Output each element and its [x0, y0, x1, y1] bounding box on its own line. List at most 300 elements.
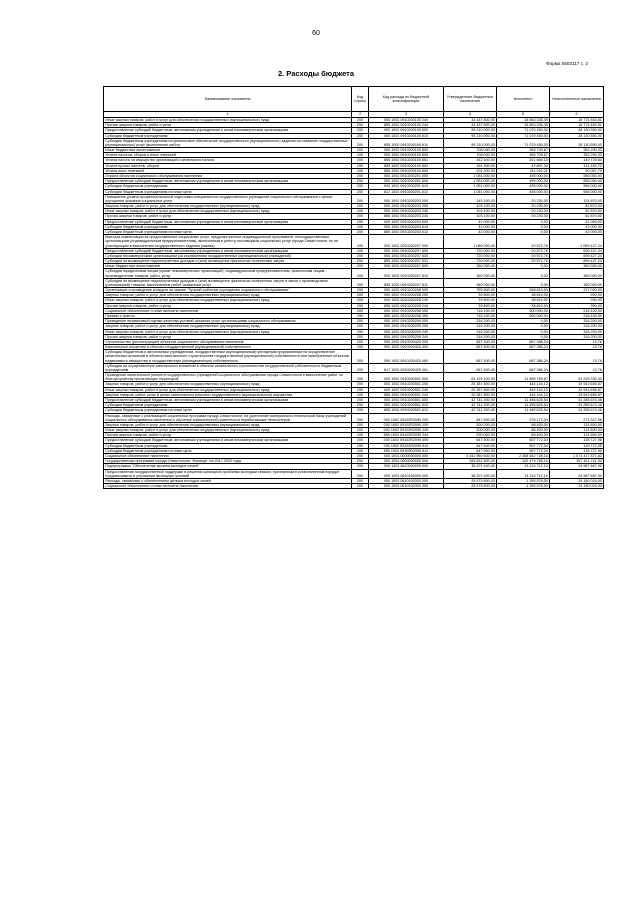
- unexecuted-amount-cell: 82 870,00: [550, 204, 604, 209]
- unexecuted-amount-cell: 360 000,00: [550, 264, 604, 269]
- column-number: 2: [352, 112, 369, 118]
- line-code-cell: 200: [352, 248, 369, 253]
- line-code-cell: 200: [352, 339, 369, 344]
- indicator-name-cell: Капитальные вложения в объекты государственной (муниципальной) собственности: [104, 345, 352, 350]
- approved-amount-cell: 145 100,00: [444, 194, 497, 203]
- indicator-name-cell: Субсидии бюджетным учреждениям на иные цели: [104, 189, 352, 194]
- line-code-cell: 200: [352, 324, 369, 329]
- classification-code-cell: 000 1002 0910200203 600: [369, 219, 444, 224]
- classification-code-cell: 000 1002 0910200207 630: [369, 253, 444, 258]
- indicator-name-cell: Прочая закупка товаров, работ и услуг: [104, 123, 352, 128]
- header-row: [104, 87, 604, 112]
- column-number: 3: [369, 112, 444, 118]
- executed-amount-cell: 495 000,00: [497, 189, 550, 194]
- executed-amount-cell: 667 386,24: [497, 339, 550, 344]
- executed-amount-cell: 355 709,67: [497, 148, 550, 153]
- line-code-cell: 200: [352, 133, 369, 138]
- indicator-name-cell: Предоставление субсидий бюджетным, автономным учреждениям и иным некоммерческим организациям: [104, 248, 352, 253]
- classification-code-cell: 855 1002 0910200208 244: [369, 303, 444, 308]
- unexecuted-amount-cell: 131 600,00: [550, 433, 604, 438]
- line-code-cell: 200: [352, 373, 369, 382]
- unexecuted-amount-cell: 139 727,96: [550, 448, 604, 453]
- approved-amount-cell: 42 000,00: [444, 224, 497, 229]
- executed-amount-cell: 20 230,00: [497, 209, 550, 214]
- classification-code-cell: 855 1002 0910200207 631: [369, 259, 444, 264]
- unexecuted-amount-cell: 990,00: [550, 303, 604, 308]
- executed-amount-cell: 11 899 769,67: [497, 373, 550, 382]
- table-row: [104, 235, 604, 248]
- column-number: 5: [497, 112, 550, 118]
- approved-amount-cell: 647 500,00: [444, 438, 497, 443]
- approved-amount-cell: 847 500,00: [444, 413, 497, 422]
- indicator-name-cell: Уплата прочих налогов, сборов: [104, 163, 352, 168]
- indicator-name-cell: Субсидии на возмещение недополученных доходов и (или) возмещение фактически понесенных затрат в связи с производством (реализацией) товаров, выполнением работ, оказанием услуг: [104, 278, 352, 287]
- unexecuted-amount-cell: 31 285 674,46: [550, 397, 604, 402]
- classification-code-cell: 000 1002 09102R2090 240: [369, 428, 444, 433]
- unexecuted-amount-cell: 24 987 687,90: [550, 469, 604, 478]
- unexecuted-amount-cell: 18 774 463,51: [550, 118, 604, 123]
- executed-amount-cell: 42 807,30: [497, 163, 550, 168]
- executed-amount-cell: 0,00: [497, 224, 550, 229]
- classification-code-cell: 000 1002 0910200501 600: [369, 397, 444, 402]
- indicator-name-cell: Прочая закупка товаров, работ и услуг: [104, 214, 352, 219]
- unexecuted-amount-cell: 1 059 427,24: [550, 235, 604, 248]
- executed-amount-cell: 538 810,00: [497, 288, 550, 293]
- unexecuted-amount-cell: 131 600,00: [550, 428, 604, 433]
- indicator-name-cell: Иные закупки товаров, работ и услуг для обеспечения государственных (муниципальных) нужд: [104, 209, 352, 214]
- approved-amount-cell: 99 210 000,00: [444, 133, 497, 138]
- table-row: [104, 138, 604, 147]
- executed-amount-cell: 71 079 450,00: [497, 128, 550, 133]
- approved-amount-cell: 20 387 800,00: [444, 392, 497, 397]
- executed-amount-cell: 500 000,00: [497, 313, 550, 318]
- approved-amount-cell: 25 575 600,00: [444, 484, 497, 489]
- approved-amount-cell: 647 500,00: [444, 448, 497, 453]
- approved-amount-cell: 1 051 000,00: [444, 184, 497, 189]
- executed-amount-cell: 0,00: [497, 269, 550, 278]
- indicator-name-cell: Уплата налогов, сборов и иных платежей: [104, 153, 352, 158]
- executed-amount-cell: 500 000,00: [497, 308, 550, 313]
- indicator-name-cell: Государственная программа города Севастополя "Жилище" на 2017-2022 годы: [104, 459, 352, 464]
- approved-amount-cell: 39 800,00: [444, 298, 497, 303]
- unexecuted-amount-cell: 13,76: [550, 363, 604, 372]
- indicator-name-cell: Субсидии бюджетным и автономным учреждениям, государственным (муниципальным) унитарным предприятиям на осуществление капитальных вложений в объекты капитального строительства государственной (муниципальной) собственности или приобретение объектов недвижимого имущества в государственную (муниципальную) собственность: [104, 350, 352, 363]
- classification-code-cell: 000 1002 09102R2090 610: [369, 443, 444, 448]
- unexecuted-amount-cell: 216 100,00: [550, 308, 604, 313]
- line-code-cell: 200: [352, 264, 369, 269]
- executed-amount-cell: 201 660,16: [497, 158, 550, 163]
- executed-amount-cell: 15 663 336,49: [497, 118, 550, 123]
- approved-amount-cell: 316 200,00: [444, 324, 497, 329]
- unexecuted-amount-cell: 352 290,33: [550, 148, 604, 153]
- executed-amount-cell: 0,00: [497, 278, 550, 287]
- classification-code-cell: 817 1002 0910200201 612: [369, 189, 444, 194]
- executed-amount-cell: 495 000,00: [497, 184, 550, 189]
- unexecuted-amount-cell: 42 000,00: [550, 230, 604, 235]
- line-code-cell: 200: [352, 253, 369, 258]
- line-code-cell: 200: [352, 158, 369, 163]
- unexecuted-amount-cell: 556 000,00: [550, 174, 604, 179]
- approved-amount-cell: 316 200,00: [444, 319, 497, 324]
- approved-amount-cell: 38 207 400,00: [444, 464, 497, 469]
- executed-amount-cell: 2 368 542 728,18: [497, 453, 550, 458]
- approved-amount-cell: 316 200,00: [444, 334, 497, 339]
- executed-amount-cell: 71 079 450,00: [497, 133, 550, 138]
- unexecuted-amount-cell: 42 000,00: [550, 224, 604, 229]
- indicator-name-cell: Подпрограмма "Обеспечение жильем молодых семей": [104, 464, 352, 469]
- line-code-cell: 200: [352, 329, 369, 334]
- line-code-cell: 200: [352, 298, 369, 303]
- unexecuted-amount-cell: 28 130 550,00: [550, 133, 604, 138]
- unexecuted-amount-cell: 167 151 741,90: [550, 459, 604, 464]
- line-code-cell: 200: [352, 363, 369, 372]
- classification-code-cell: 000 1002 0910200420 400: [369, 345, 444, 350]
- executed-amount-cell: 0,00: [497, 319, 550, 324]
- approved-amount-cell: 1 051 000,00: [444, 189, 497, 194]
- indicator-name-cell: Иные бюджетные ассигнования: [104, 148, 352, 153]
- column-number: 6: [550, 112, 604, 118]
- approved-amount-cell: 200 000,00: [444, 428, 497, 433]
- indicator-name-cell: Проведение капитального ремонта государственных учреждений социального обслуживания города Севастополя и выполнение работ по благоустройству прилегающих территорий: [104, 373, 352, 382]
- indicator-name-cell: Социальное обеспечение и иные выплаты населению: [104, 308, 352, 313]
- approved-amount-cell: 647 500,00: [444, 443, 497, 448]
- approved-amount-cell: 316 200,00: [444, 329, 497, 334]
- line-code-cell: 200: [352, 209, 369, 214]
- column-header-approved: Утвержденные бюджетные назначения: [444, 87, 497, 112]
- indicator-name-cell: Субсидии бюджетным учреждениям: [104, 133, 352, 138]
- unexecuted-amount-cell: 699 427,24: [550, 259, 604, 264]
- indicator-name-cell: Закупка товаров, работ и услуг для обеспечения государственных (муниципальных) нужд: [104, 293, 352, 298]
- unexecuted-amount-cell: 31 285 674,46: [550, 408, 604, 413]
- executed-amount-cell: 444 144,13: [497, 382, 550, 387]
- unexecuted-amount-cell: 316 200,00: [550, 334, 604, 339]
- classification-code-cell: 000 1002 0910200207 810: [369, 269, 444, 278]
- classification-code-cell: 000 1002 0910200203 610: [369, 224, 444, 229]
- indicator-name-cell: Иные закупки товаров, работ и услуг для обеспечения государственных (муниципальных) нужд: [104, 329, 352, 334]
- unexecuted-amount-cell: 24 987 687,90: [550, 464, 604, 469]
- indicator-name-cell: Иные закупки товаров, работ и услуг для обеспечения государственных (муниципальных) нужд: [104, 387, 352, 392]
- line-code-cell: 200: [352, 397, 369, 402]
- executed-amount-cell: 20 572,76: [497, 248, 550, 253]
- classification-code-cell: 000 1002 0910200203 240: [369, 209, 444, 214]
- table-row: [104, 269, 604, 278]
- line-code-cell: 200: [352, 288, 369, 293]
- executed-amount-cell: 38 810,00: [497, 293, 550, 298]
- unexecuted-amount-cell: 13,76: [550, 339, 604, 344]
- approved-amount-cell: 38 207 400,00: [444, 469, 497, 478]
- approved-amount-cell: 708 000,00: [444, 148, 497, 153]
- unexecuted-amount-cell: 1 073 417 871,82: [550, 453, 604, 458]
- indicator-name-cell: Расходы, связанные с реализацией социальных программ города Севастополя, на укрепление материально-технической базы учреждений социального обслуживания населения и обучение компьютерной грамотности неработающих пенсионеров: [104, 413, 352, 422]
- form-code: Форма 0503117 с. 2: [546, 61, 588, 66]
- unexecuted-amount-cell: 316 200,00: [550, 329, 604, 334]
- line-code-cell: 200: [352, 484, 369, 489]
- unexecuted-amount-cell: 24 180 024,00: [550, 478, 604, 483]
- executed-amount-cell: 576 172,04: [497, 413, 550, 422]
- line-code-cell: 200: [352, 235, 369, 248]
- unexecuted-amount-cell: 124 870,00: [550, 194, 604, 203]
- table-row: [104, 484, 604, 489]
- classification-code-cell: 855 1002 0910200208 350: [369, 313, 444, 318]
- line-code-cell: 200: [352, 184, 369, 189]
- approved-amount-cell: 34 437 800,00: [444, 118, 497, 123]
- indicator-name-cell: Прочая закупка товаров, работ и услуг: [104, 334, 352, 339]
- unexecuted-amount-cell: 19 943 655,87: [550, 382, 604, 387]
- approved-amount-cell: 269 631 500,00: [444, 459, 497, 464]
- approved-amount-cell: 164 300,00: [444, 163, 497, 168]
- approved-amount-cell: 103 100,00: [444, 209, 497, 214]
- indicator-name-cell: Закупка товаров, работ и услуг для обеспечения государственных (муниципальных) нужд: [104, 422, 352, 427]
- classification-code-cell: 855 1002 0910200100 611: [369, 138, 444, 147]
- indicator-name-cell: Уплата иных платежей: [104, 168, 352, 173]
- approved-amount-cell: 667 400,00: [444, 345, 497, 350]
- approved-amount-cell: 99 210 000,00: [444, 138, 497, 147]
- line-code-cell: 200: [352, 214, 369, 219]
- line-code-cell: 200: [352, 204, 369, 209]
- unexecuted-amount-cell: 316 200,00: [550, 324, 604, 329]
- line-code-cell: 200: [352, 128, 369, 133]
- approved-amount-cell: 42 741 300,00: [444, 397, 497, 402]
- classification-code-cell: 855 1002 0910200100 852: [369, 163, 444, 168]
- classification-code-cell: 000 1002 0910200501 610: [369, 403, 444, 408]
- approved-amount-cell: 3 441 960 600,00: [444, 453, 497, 458]
- column-header-executed: Исполнено: [497, 87, 550, 112]
- executed-amount-cell: 102 479 758,10: [497, 459, 550, 464]
- unexecuted-amount-cell: 28 130 550,00: [550, 138, 604, 147]
- executed-amount-cell: 667 386,24: [497, 363, 550, 372]
- classification-code-cell: 855 1002 0910200209 244: [369, 334, 444, 339]
- approved-amount-cell: 99 210 000,00: [444, 128, 497, 133]
- classification-code-cell: 000 1002 0910200209 000: [369, 319, 444, 324]
- executed-amount-cell: 20 572,76: [497, 259, 550, 264]
- approved-amount-cell: 20 387 800,00: [444, 387, 497, 392]
- unexecuted-amount-cell: 13,76: [550, 350, 604, 363]
- line-code-cell: 200: [352, 403, 369, 408]
- unexecuted-amount-cell: 699 427,24: [550, 253, 604, 258]
- executed-amount-cell: 507 772,04: [497, 448, 550, 453]
- line-code-cell: 200: [352, 382, 369, 387]
- classification-code-cell: 000 1002 0910200420 000: [369, 339, 444, 344]
- classification-code-cell: 000 1002 0910200201 000: [369, 174, 444, 179]
- classification-code-cell: 000 1002 0910200501 240: [369, 387, 444, 392]
- executed-amount-cell: 38 810,00: [497, 298, 550, 303]
- line-code-cell: 200: [352, 464, 369, 469]
- indicator-name-cell: Предоставление субсидий бюджетным, автономным учреждениям и иным некоммерческим организациям: [104, 128, 352, 133]
- executed-amount-cell: 11 455 625,54: [497, 408, 550, 413]
- classification-code-cell: 817 1002 0910200420 461: [369, 363, 444, 372]
- executed-amount-cell: 111 242,21: [497, 168, 550, 173]
- classification-code-cell: 000 1002 0910200203 000: [369, 194, 444, 203]
- line-code-cell: 200: [352, 219, 369, 224]
- line-code-cell: 200: [352, 313, 369, 318]
- unexecuted-amount-cell: 139 727,96: [550, 443, 604, 448]
- approved-amount-cell: 1 051 000,00: [444, 174, 497, 179]
- column-header-classification-code: Код расхода по бюджетной классификации: [369, 87, 444, 112]
- classification-code-cell: 000 1002 0910200207 000: [369, 235, 444, 248]
- approved-amount-cell: 708 000,00: [444, 153, 497, 158]
- executed-amount-cell: 15 663 336,49: [497, 123, 550, 128]
- classification-code-cell: 000 1002 0910200201 600: [369, 179, 444, 184]
- indicator-name-cell: Субсидии бюджетным учреждениям: [104, 403, 352, 408]
- classification-code-cell: 855 1002 0910200100 853: [369, 168, 444, 173]
- classification-code-cell: 000 1002 0910200208 000: [369, 288, 444, 293]
- unexecuted-amount-cell: 990,00: [550, 293, 604, 298]
- classification-code-cell: 000 1002 0910200207 800: [369, 264, 444, 269]
- indicator-name-cell: Иные бюджетные ассигнования: [104, 264, 352, 269]
- line-code-cell: 200: [352, 387, 369, 392]
- indicator-name-cell: Прочая закупка товаров, работ и услуг: [104, 303, 352, 308]
- approved-amount-cell: 201 300,00: [444, 168, 497, 173]
- approved-amount-cell: 25 575 600,00: [444, 478, 497, 483]
- classification-code-cell: 000 1002 0910200100 240: [369, 118, 444, 123]
- executed-amount-cell: 11 455 625,54: [497, 403, 550, 408]
- classification-code-cell: 000 1002 0910200501 000: [369, 373, 444, 382]
- classification-code-cell: 000 1002 0910200100 610: [369, 133, 444, 138]
- line-code-cell: 200: [352, 118, 369, 123]
- column-number: 4: [444, 112, 497, 118]
- line-code-cell: 200: [352, 293, 369, 298]
- line-code-cell: 200: [352, 443, 369, 448]
- executed-amount-cell: 20 230,00: [497, 204, 550, 209]
- approved-amount-cell: 34 437 800,00: [444, 123, 497, 128]
- indicator-name-cell: Премии и гранты: [104, 313, 352, 318]
- indicator-name-cell: Закупка товаров, работ и услуг для обеспечения государственных (муниципальных) нужд: [104, 204, 352, 209]
- line-code-cell: 200: [352, 469, 369, 478]
- executed-amount-cell: 20 572,76: [497, 253, 550, 258]
- executed-amount-cell: 11 455 625,54: [497, 397, 550, 402]
- classification-code-cell: 855 1002 0910200100 244: [369, 123, 444, 128]
- executed-amount-cell: 0,00: [497, 230, 550, 235]
- classification-code-cell: 000 1002 09102R2090 600: [369, 438, 444, 443]
- approved-amount-cell: 1 080 000,00: [444, 235, 497, 248]
- executed-amount-cell: 68 400,00: [497, 433, 550, 438]
- executed-amount-cell: 667 386,24: [497, 350, 550, 363]
- indicator-name-cell: Иные закупки товаров, работ и услуг для обеспечения государственных (муниципальных) нужд: [104, 428, 352, 433]
- approved-amount-cell: 42 741 300,00: [444, 408, 497, 413]
- approved-amount-cell: 1 051 000,00: [444, 179, 497, 184]
- executed-amount-cell: 13 219 712,10: [497, 469, 550, 478]
- indicator-name-cell: Закупка товаров, работ и услуг для обеспечения государственных (муниципальных) нужд: [104, 382, 352, 387]
- classification-code-cell: 855 1002 0910200100 851: [369, 158, 444, 163]
- line-code-cell: 200: [352, 189, 369, 194]
- approved-amount-cell: 720 000,00: [444, 248, 497, 253]
- unexecuted-amount-cell: 556 000,00: [550, 189, 604, 194]
- indicator-name-cell: Охрана объектов социального обслуживания населения: [104, 174, 352, 179]
- line-code-cell: 200: [352, 224, 369, 229]
- table-row: [104, 469, 604, 478]
- line-code-cell: 200: [352, 230, 369, 235]
- classification-code-cell: 000 1002 09102R2090 200: [369, 422, 444, 427]
- executed-amount-cell: 0,00: [497, 324, 550, 329]
- line-code-cell: 200: [352, 428, 369, 433]
- unexecuted-amount-cell: 271 327,96: [550, 413, 604, 422]
- executed-amount-cell: 444 144,13: [497, 392, 550, 397]
- line-code-cell: 200: [352, 303, 369, 308]
- approved-amount-cell: 667 400,00: [444, 350, 497, 363]
- executed-amount-cell: 495 000,00: [497, 179, 550, 184]
- executed-amount-cell: 68 400,00: [497, 428, 550, 433]
- unexecuted-amount-cell: 316 200,00: [550, 319, 604, 324]
- executed-amount-cell: 507 772,04: [497, 438, 550, 443]
- classification-code-cell: 000 1002 0910200203 200: [369, 204, 444, 209]
- classification-code-cell: 000 1003 0610100300 000: [369, 478, 444, 483]
- line-code-cell: 200: [352, 345, 369, 350]
- executed-amount-cell: 444 144,13: [497, 387, 550, 392]
- unexecuted-amount-cell: 51 229 330,33: [550, 373, 604, 382]
- unexecuted-amount-cell: 990,00: [550, 298, 604, 303]
- indicator-name-cell: Субсидии на возмещение недополученных доходов и (или) возмещение фактически понесенных затрат: [104, 259, 352, 264]
- indicator-name-cell: Закупка товаров, работ и услуг для обеспечения государственных (муниципальных) нужд: [104, 324, 352, 329]
- executed-amount-cell: 495 000,00: [497, 174, 550, 179]
- table-row: [104, 194, 604, 203]
- indicator-name-cell: Организация и проведение конкурса на звание "Лучший работник учреждения социального обслуживания": [104, 288, 352, 293]
- indicator-name-cell: Проведение независимой оценки качества условий оказания услуг организациями социального обслуживания: [104, 319, 352, 324]
- unexecuted-amount-cell: 352 290,33: [550, 153, 604, 158]
- classification-code-cell: 855 1002 0910200501 612: [369, 408, 444, 413]
- indicator-name-cell: Социальное обеспечение и иные выплаты населению: [104, 484, 352, 489]
- line-code-cell: 200: [352, 453, 369, 458]
- line-code-cell: 200: [352, 163, 369, 168]
- unexecuted-amount-cell: 121 492,70: [550, 163, 604, 168]
- indicator-name-cell: Субсидии бюджетным учреждениям на иные цели: [104, 408, 352, 413]
- indicator-name-cell: Субсидии некоммерческим организациям (за исключением государственных (муниципальных) учреждений): [104, 253, 352, 258]
- approved-amount-cell: 63 129 100,00: [444, 373, 497, 382]
- indicator-name-cell: Расходы, связанные с обеспечением жильем молодых семей: [104, 478, 352, 483]
- unexecuted-amount-cell: 131 600,00: [550, 422, 604, 427]
- indicator-name-cell: Строительство (реконструкция) объектов социального обслуживания населения: [104, 339, 352, 344]
- line-code-cell: 200: [352, 308, 369, 313]
- indicator-name-cell: Иные закупки товаров, работ и услуг для обеспечения государственных (муниципальных) нужд: [104, 298, 352, 303]
- table-row: [104, 373, 604, 382]
- unexecuted-amount-cell: 42 000,00: [550, 219, 604, 224]
- indicator-name-cell: Выплата компенсации за предоставление социальных услуг, предусмотренных индивидуальной программой, негосударственным организациям (индивидуальным предпринимателям), включенным в реестр поставщиков социальных услуг города Севастополя, но не участвующим в выполнении государственного задания (заказа): [104, 235, 352, 248]
- indicator-name-cell: Предоставление субсидий бюджетным, автономным учреждениям и иным некоммерческим организациям: [104, 219, 352, 224]
- classification-code-cell: 000 1003 0000000000 000: [369, 453, 444, 458]
- line-code-cell: 200: [352, 138, 369, 147]
- table-body: [104, 118, 604, 489]
- expenses-table: [103, 86, 604, 489]
- approved-amount-cell: 39 800,00: [444, 303, 497, 308]
- executed-amount-cell: 507 772,04: [497, 443, 550, 448]
- classification-code-cell: 855 1002 09102R2090 612: [369, 448, 444, 453]
- unexecuted-amount-cell: 82 870,00: [550, 214, 604, 219]
- line-code-cell: 200: [352, 413, 369, 422]
- executed-amount-cell: 0,00: [497, 264, 550, 269]
- approved-amount-cell: 716 100,00: [444, 313, 497, 318]
- executed-amount-cell: 0,00: [497, 219, 550, 224]
- unexecuted-amount-cell: 360 000,00: [550, 278, 604, 287]
- approved-amount-cell: 200 000,00: [444, 433, 497, 438]
- line-code-cell: 200: [352, 278, 369, 287]
- executed-amount-cell: 20 230,00: [497, 194, 550, 203]
- unexecuted-amount-cell: 19 943 655,87: [550, 387, 604, 392]
- indicator-name-cell: Субсидии бюджетным учреждениям: [104, 224, 352, 229]
- approved-amount-cell: 720 000,00: [444, 253, 497, 258]
- indicator-name-cell: Субсидии юридическим лицам (кроме некоммерческих организаций), индивидуальным предпринимателям, физическим лицам - производителям товаров, работ, услуг: [104, 269, 352, 278]
- unexecuted-amount-cell: 31 285 674,46: [550, 403, 604, 408]
- classification-code-cell: 000 1003 0610000000 000: [369, 464, 444, 469]
- indicator-name-cell: Субсидии на осуществление капитальных вложений в объекты капитального строительства государственной собственности бюджетным учреждениям: [104, 363, 352, 372]
- executed-amount-cell: 71 079 450,00: [497, 138, 550, 147]
- executed-amount-cell: 1 395 576,00: [497, 484, 550, 489]
- indicator-name-cell: Предоставление субсидий бюджетным, автономным учреждениям и иным некоммерческим организациям: [104, 397, 352, 402]
- classification-code-cell: 000 1002 0910200501 200: [369, 382, 444, 387]
- classification-code-cell: 000 1002 0910200208 200: [369, 293, 444, 298]
- indicator-name-cell: Иные закупки товаров, работ и услуг для обеспечения государственных (муниципальных) нужд: [104, 118, 352, 123]
- indicator-name-cell: Повышение уровня профессиональной подготовки специалистов государственных учреждений социального обслуживания с целью улучшения оказания социальных услуг: [104, 194, 352, 203]
- unexecuted-amount-cell: 19 943 655,87: [550, 392, 604, 397]
- approved-amount-cell: 342 400,00: [444, 158, 497, 163]
